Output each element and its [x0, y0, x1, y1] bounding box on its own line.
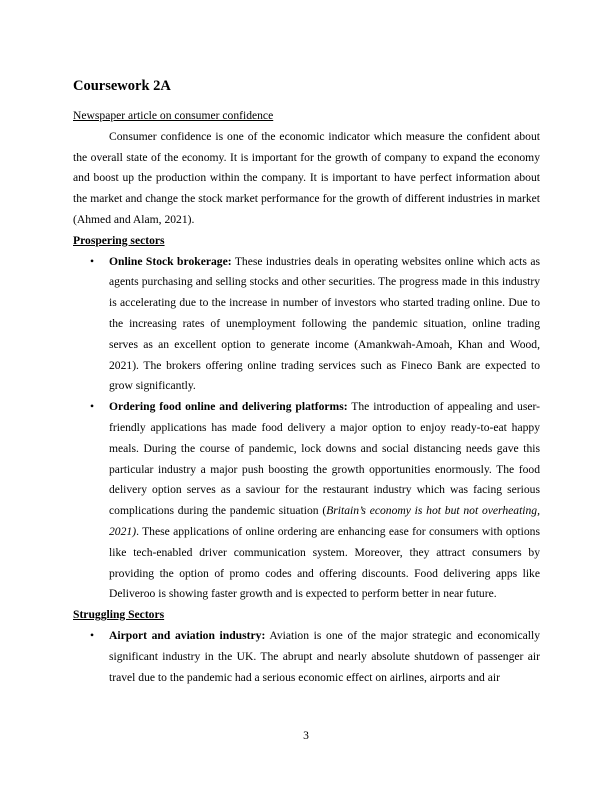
list-item	[73, 397, 540, 605]
list-item	[73, 252, 540, 398]
bullet-icon: •	[90, 400, 95, 414]
list-item	[73, 626, 540, 688]
item-lead: Ordering food online and delivering platforms:	[109, 400, 348, 414]
item-lead: Online Stock brokerage:	[109, 254, 232, 268]
struggling-sectors-heading: Struggling Sectors	[73, 608, 165, 622]
article-subtitle: Newspaper article on consumer confidence	[73, 109, 274, 122]
item-text: These industries deals in operating websites online which acts as agents purchasing and selling stocks and other securities. The progress made in this industry is accelerating due to the increase in number of investors who started trading online. Due to the increasing rates of unemployment following the pandemic situation, online trading serves as an excellent option to generate income (Amankwah-Amoah, Khan and Wood, 2021). The brokers offering online trading services such as Fineco Bank are expected to grow significantly.	[109, 254, 540, 393]
document-title: Coursework 2A	[73, 78, 171, 94]
item-lead: Airport and aviation industry:	[109, 628, 266, 642]
item-text: The introduction of appealing and user-friendly applications has made food delivery a major option to enjoy ready-to-eat happy meals. During the course of pandemic, lock downs and social distancing needs gave this particular industry a major push boosting the growth opportunities enormously. The food delivery option serves as a saviour for the restaurant industry which was facing serious complications during the pandemic situation (	[109, 400, 540, 518]
prospering-sectors-heading: Prospering sectors	[73, 233, 165, 247]
prospering-sectors-list	[73, 252, 540, 606]
bullet-icon: •	[90, 628, 95, 642]
document-body	[73, 106, 540, 688]
item-citation: Britain’s economy is hot but not overheating, 2021)	[109, 504, 541, 538]
item-text-continued: . These applications of online ordering are enhancing ease for consumers with options like tech-enabled driver communication system. Moreover, they attract consumers by providing the option of promo codes and offering discounts. Food delivering apps like Deliveroo is showing faster growth and is expected to perform better in near future.	[109, 524, 540, 601]
bullet-icon: •	[90, 254, 95, 268]
page-number: 3	[303, 729, 309, 742]
item-text: Aviation is one of the major strategic and economically significant industry in the UK. The abrupt and nearly absolute shutdown of passenger air travel due to the pandemic had a serious economic effect on airlines, airports and air	[109, 628, 540, 684]
intro-paragraph: Consumer confidence is one of the economic indicator which measure the confident about the overall state of the economy. It is important for the growth of company to expand the economy and boost up the production within the company. It is important to have perfect information about the market and change the stock market performance for the growth of different industries in market (Ahmed and Alam, 2021).	[73, 129, 540, 226]
struggling-sectors-list	[73, 626, 540, 688]
